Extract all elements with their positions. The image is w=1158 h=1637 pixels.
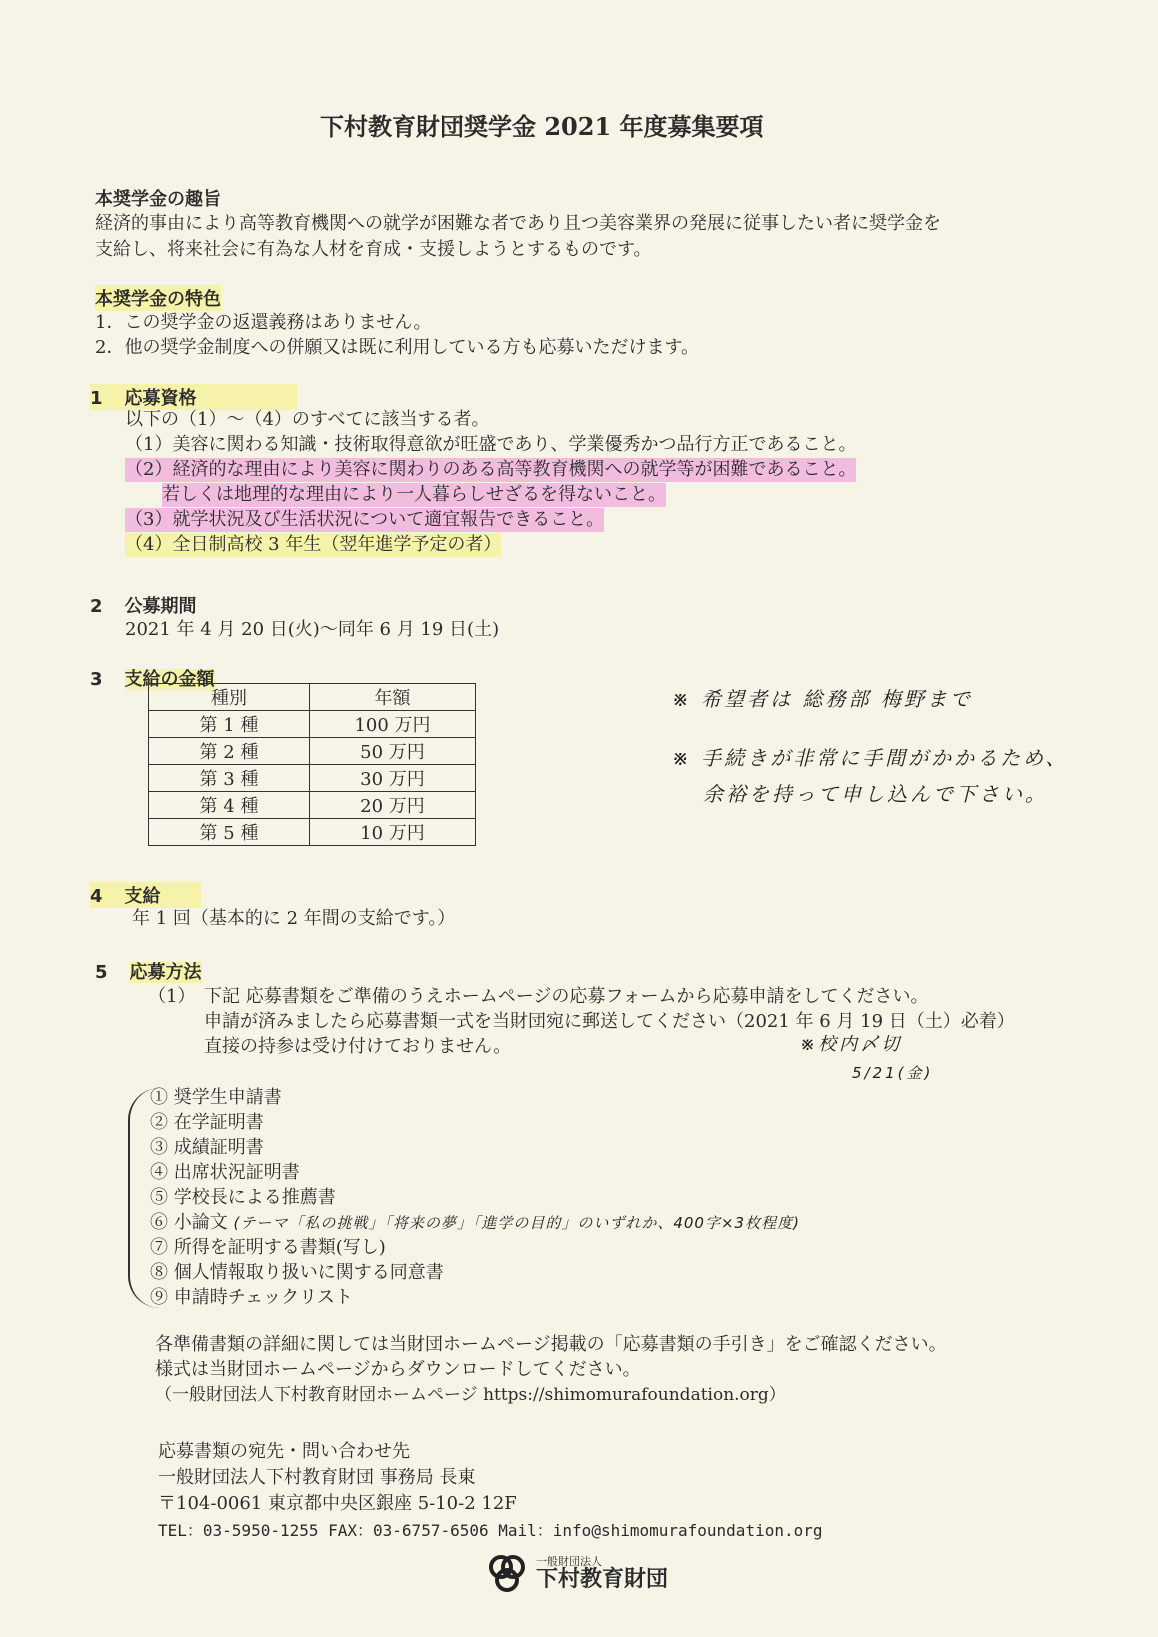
table-cell-amount: 30 万円	[310, 765, 476, 792]
foundation-logo	[484, 1553, 668, 1595]
table-cell-type: 第 2 種	[149, 738, 310, 765]
s1-condition-1: （1）美容に関わる知識・技術取得意欲が旺盛であり、学業優秀かつ品行方正であること。	[125, 434, 857, 455]
logo-name: 下村教育財団	[536, 1567, 669, 1592]
s4-heading: 支給	[124, 886, 161, 907]
s5-paragraph-number: （1）	[148, 986, 196, 1007]
s4-text: 年 1 回（基本的に 2 年間の支給です。）	[132, 908, 456, 929]
doc-item-6-handwritten: (テーマ「私の挑戦」「将来の夢」「進学の目的」のいずれか、400字×3枚程度)	[233, 1214, 800, 1232]
table-header-type: 種別	[149, 684, 310, 711]
table-row	[149, 711, 476, 738]
s5-heading-row	[95, 958, 202, 984]
table-cell-amount: 100 万円	[310, 711, 476, 738]
amount-table	[148, 683, 476, 846]
contact-line-4: TEL：03-5950-1255 FAX：03-6757-6506 Mail：info@shimomurafoundation.org	[158, 1521, 823, 1540]
s4-heading-row	[90, 882, 201, 908]
table-cell-amount: 10 万円	[310, 819, 476, 846]
s1-number: 1	[90, 388, 103, 409]
logo-mark-icon	[484, 1553, 530, 1595]
table-cell-type: 第 3 種	[149, 765, 310, 792]
purpose-line-2: 支給し、将来社会に有為な人材を育成・支援しようとするものです。	[95, 239, 652, 260]
doc-item-3: ③ 成績証明書	[150, 1137, 264, 1158]
table-row	[149, 765, 476, 792]
s5-paragraph-1: 下記 応募書類をご準備のうえホームページの応募フォームから応募申請をしてください。	[204, 986, 929, 1007]
features-heading: 本奨学金の特色	[95, 285, 221, 311]
table-row	[149, 819, 476, 846]
doc-item-7: ⑦ 所得を証明する書類(写し)	[150, 1237, 386, 1258]
s5-heading: 応募方法	[129, 962, 202, 983]
handwritten-note-3: 余裕を持って申し込んで下さい。	[703, 782, 1048, 806]
table-cell-amount: 50 万円	[310, 738, 476, 765]
s1-intro: 以下の（1）～（4）のすべてに該当する者。	[125, 409, 490, 430]
s2-period: 2021 年 4 月 20 日(火)～同年 6 月 19 日(土)	[125, 619, 500, 640]
doc-item-6-label: ⑥ 小論文	[150, 1212, 228, 1233]
info-line-2: 様式は当財団ホームページからダウンロードしてください。	[155, 1359, 641, 1380]
s1-condition-2: （2）経済的な理由により美容に関わりのある高等教育機関への就学等が困難であること。	[125, 459, 857, 480]
s1-heading-row	[90, 384, 297, 410]
feature-item-2: 2．他の奨学金制度への併願又は既に利用している方も応募いただけます。	[95, 337, 700, 358]
s5-paragraph-3: 直接の持参は受け付けておりません。	[204, 1036, 512, 1057]
handwritten-note-1: ※ 希望者は 総務部 梅野まで	[672, 687, 973, 711]
s1-condition-2b: 若しくは地理的な理由により一人暮らしせざるを得ないこと。	[162, 484, 666, 505]
contact-line-1: 応募書類の宛先・問い合わせ先	[158, 1441, 410, 1462]
logo-subtitle: 一般財団法人	[536, 1555, 602, 1568]
s3-number: 3	[90, 669, 103, 690]
table-cell-amount: 20 万円	[310, 792, 476, 819]
table-row	[149, 792, 476, 819]
table-cell-type: 第 4 種	[149, 792, 310, 819]
contact-line-2: 一般財団法人下村教育財団 事務局 長東	[158, 1467, 476, 1488]
contact-line-3: 〒104-0061 東京都中央区銀座 5-10-2 12F	[158, 1493, 517, 1514]
table-cell-type: 第 5 種	[149, 819, 310, 846]
s1-condition-4: （4）全日制高校 3 年生（翌年進学予定の者）	[125, 534, 502, 555]
s4-number: 4	[90, 886, 103, 907]
s2-number: 2	[90, 596, 103, 617]
table-cell-type: 第 1 種	[149, 711, 310, 738]
feature-item-1: 1．この奨学金の返還義務はありません。	[95, 312, 432, 333]
handwritten-deadline-label: ※校内〆切	[800, 1034, 903, 1055]
purpose-line-1: 経済的事由により高等教育機関への就学が困難な者であり且つ美容業界の発展に従事したい者に奨学金を	[95, 213, 941, 234]
s2-heading: 公募期間	[124, 596, 197, 617]
page-title: 下村教育財団奨学金 2021 年度募集要項	[320, 112, 764, 141]
table-row	[149, 738, 476, 765]
handwritten-note-2: ※ 手続きが非常に手間がかかるため、	[672, 746, 1069, 770]
doc-item-4: ④ 出席状況証明書	[150, 1162, 300, 1183]
s5-paragraph-2: 申請が済みましたら応募書類一式を当財団宛に郵送してください（2021 年 6 月 19 日（土）必着）	[204, 1011, 1015, 1032]
doc-item-1: ① 奨学生申請書	[150, 1087, 282, 1108]
doc-item-2: ② 在学証明書	[150, 1112, 264, 1133]
purpose-heading: 本奨学金の趣旨	[95, 189, 221, 210]
doc-item-5: ⑤ 学校長による推薦書	[150, 1187, 336, 1208]
doc-item-8: ⑧ 個人情報取り扱いに関する同意書	[150, 1262, 444, 1283]
s2-heading-row	[90, 592, 197, 618]
info-line-1: 各準備書類の詳細に関しては当財団ホームページ掲載の「応募書類の手引き」をご確認ください。	[155, 1334, 947, 1355]
s1-condition-3: （3）就学状況及び生活状況について適宜報告できること。	[125, 509, 605, 530]
doc-item-6	[150, 1211, 800, 1235]
s1-heading: 応募資格	[124, 388, 197, 409]
doc-item-9: ⑨ 申請時チェックリスト	[150, 1287, 353, 1308]
handwritten-deadline-date: 5/21(金)	[852, 1064, 934, 1082]
table-header-amount: 年額	[310, 684, 476, 711]
s3-heading: 支給の金額	[124, 669, 215, 690]
table-header-row	[149, 684, 476, 711]
info-line-3: （一般財団法人下村教育財団ホームページ https://shimomurafoundation.org）	[155, 1385, 786, 1405]
s5-number: 5	[95, 962, 108, 983]
